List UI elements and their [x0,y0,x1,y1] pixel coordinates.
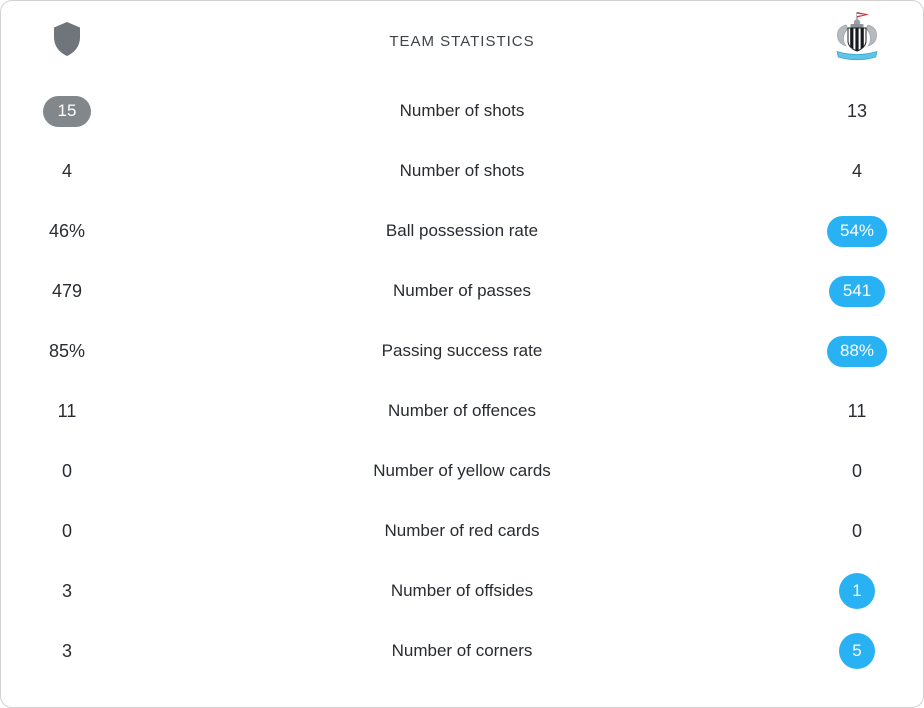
stat-row [1,141,923,201]
away-value: 54% [791,216,923,247]
stat-row [1,261,923,321]
home-value: 4 [61,160,72,181]
newcastle-united-crest-icon [831,11,883,72]
stat-row [1,621,923,681]
home-team-logo [1,21,133,62]
stat-label: Number of shots [399,101,525,120]
stat-label: Number of corners [391,641,533,660]
stat-row [1,561,923,621]
home-value: 11 [57,400,77,421]
away-value: 11 [847,400,867,421]
stats-list [1,81,923,681]
stat-row [1,501,923,561]
away-value: 4 [851,160,862,181]
away-value: 0 [851,520,862,541]
home-value: 85% [48,340,86,361]
away-value: 5 [791,633,923,669]
statistics-header [1,1,923,81]
stat-row [1,381,923,441]
stat-label: Number of passes [393,281,531,300]
stat-row [1,201,923,261]
stat-label: Number of red cards [384,521,540,540]
home-value: 46% [48,220,86,241]
shield-icon [52,21,82,62]
stat-label: Number of shots [399,161,525,180]
stat-label: Number of offences [387,401,537,420]
away-value: 541 [791,276,923,307]
stat-label: Number of yellow cards [373,461,551,480]
away-team-logo [791,11,923,72]
stat-row [1,321,923,381]
away-value: 0 [851,460,862,481]
home-value: 3 [61,580,72,601]
home-value: 3 [61,640,72,661]
stat-label: Number of offsides [390,581,534,600]
away-value: 13 [846,100,868,121]
stat-label: Ball possession rate [385,221,539,240]
stat-row [1,441,923,501]
statistics-title: TEAM STATISTICS [389,32,535,50]
home-value: 0 [61,460,72,481]
home-value: 479 [51,280,83,301]
home-value: 0 [61,520,72,541]
stat-label: Passing success rate [381,341,543,360]
away-value: 88% [791,336,923,367]
away-value: 1 [791,573,923,609]
home-value: 15 [1,96,133,127]
stat-row [1,81,923,141]
